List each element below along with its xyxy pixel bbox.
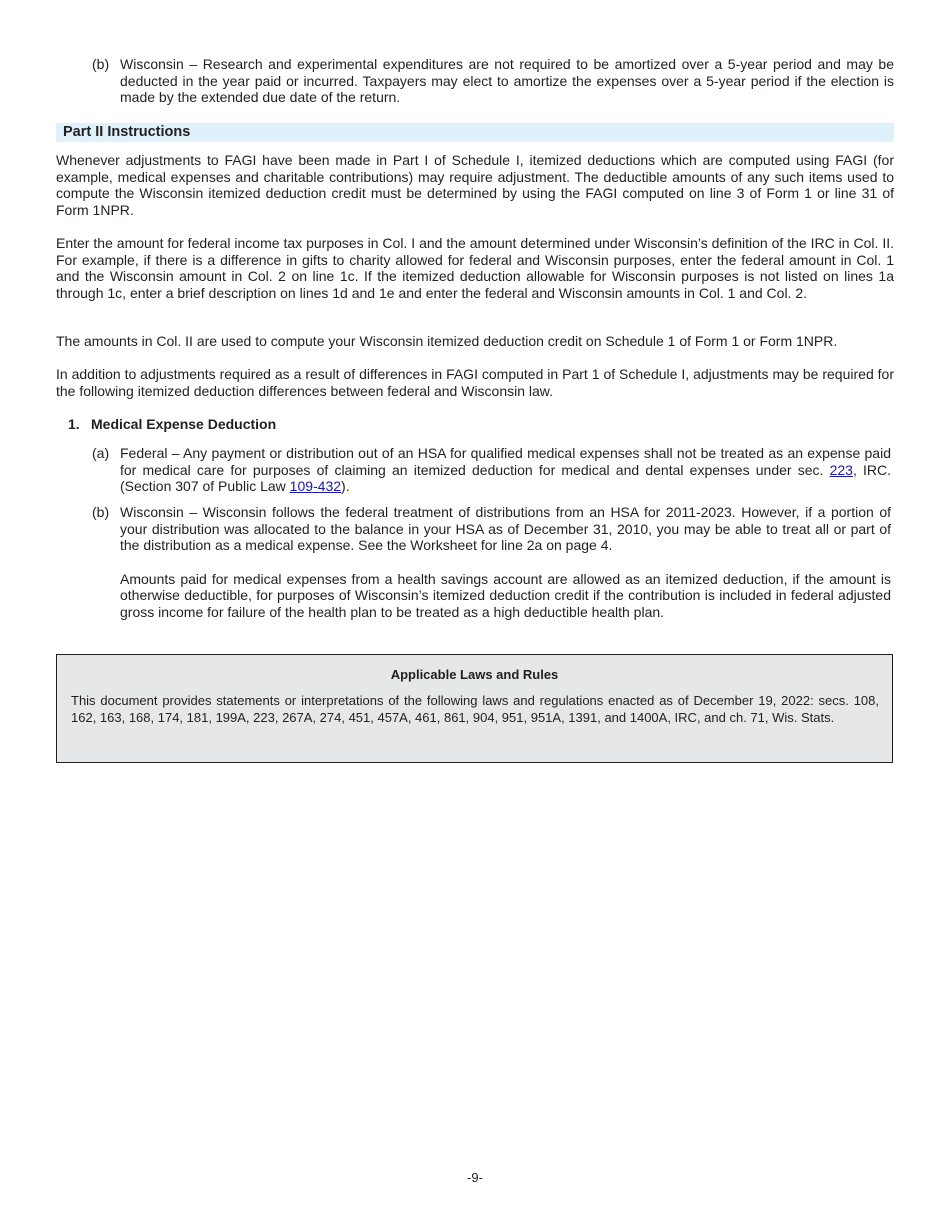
- item-text: Wisconsin – Research and experimental expenditures are not required to be amortized over a 5-year period and may be deducted in the year paid or incurred. Taxpayers may elect to amortize the expenses over a 5-year period if the election is made by the extended due date of the return.: [120, 56, 894, 105]
- part-heading: Part II Instructions: [63, 124, 191, 140]
- item-label: (a): [92, 445, 110, 461]
- paragraph-fagi-adjustments: Whenever adjustments to FAGI have been made in Part I of Schedule I, itemized deductions which are computed using FAGI (for example, medical expenses and charitable contributions) may require adjustment. The deductible amounts of any such items used to compute the Wisconsin itemized deduction credit must be determined by using the FAGI computed on line 3 of Form 1 or line 31 of Form 1NPR.: [56, 152, 894, 218]
- laws-text: This document provides statements or interpretations of the following laws and regulations enacted as of December 19, 2022: secs. 108, 162, 163, 168, 174, 181, 199A, 223, 267A, 274, 451, 457A, 461, 861, 904, 951, 951A, 1391, and 1400A, IRC, and ch. 71, Wis. Stats.: [71, 693, 879, 725]
- paragraph-col-ii: The amounts in Col. II are used to compute your Wisconsin itemized deduction credit on Schedule 1 of Form 1 or Form 1NPR.: [56, 333, 838, 349]
- section-heading-medical: [68, 416, 276, 433]
- laws-title: Applicable Laws and Rules: [390, 667, 559, 682]
- item-text: Wisconsin – Wisconsin follows the federal treatment of distributions from an HSA for 2011-2023. However, if a portion of your distribution was allocated to the balance in your HSA as of December 31, 2010, you may be able to treat all or part of the distribution as a medical expense. See the Worksheet for line 2a on page 4.: [120, 504, 891, 553]
- applicable-laws-box: [56, 654, 893, 763]
- medical-item-a: [92, 445, 891, 495]
- item-label: (b): [92, 56, 110, 72]
- intro-item-b: [92, 56, 894, 106]
- section-number: 1.: [68, 416, 80, 432]
- paragraph-additional-adjustments: In addition to adjustments required as a result of differences in FAGI computed in Part 1 of Schedule I, adjustments may be required for the following itemized deduction differences between federal and Wisconsin law.: [56, 366, 894, 399]
- item-text-continued: Amounts paid for medical expenses from a health savings account are allowed as an itemized deduction, if the amount is otherwise deductible, for purposes of Wisconsin’s itemized deduction credit if the contribution is included in federal adjusted gross income for failure of the health plan to be treated as a high deductible health plan.: [120, 570, 891, 620]
- item-label: (b): [92, 504, 110, 520]
- section-title: Medical Expense Deduction: [91, 416, 277, 432]
- item-text: Federal – Any payment or distribution out of an HSA for qualified medical expenses shall not be treated as an expense paid for medical care for purposes of claiming an itemized deduction for medical and dental expenses under sec. 223, IRC. (Section 307 of Public Law 109-432).: [120, 445, 891, 494]
- public-law-link[interactable]: 109-432: [289, 478, 342, 494]
- irc-223-link[interactable]: 223: [829, 461, 853, 478]
- page-number: -9-: [467, 1170, 483, 1185]
- paragraph-columns: Enter the amount for federal income tax purposes in Col. I and the amount determined under Wisconsin’s definition of the IRC in Col. II. For example, if there is a difference in gifts to charity allowed for federal and Wisconsin purposes, enter the federal amount in Col. 1 and the Wisconsin amount in Col. 2 on line 1c. If the itemized deduction allowable for Wisconsin purposes is not listed on lines 1a through 1c, enter a brief description on lines 1d and 1e and enter the federal and Wisconsin amounts in Col. 1 and Col. 2.: [56, 235, 894, 301]
- medical-item-b: [92, 504, 891, 620]
